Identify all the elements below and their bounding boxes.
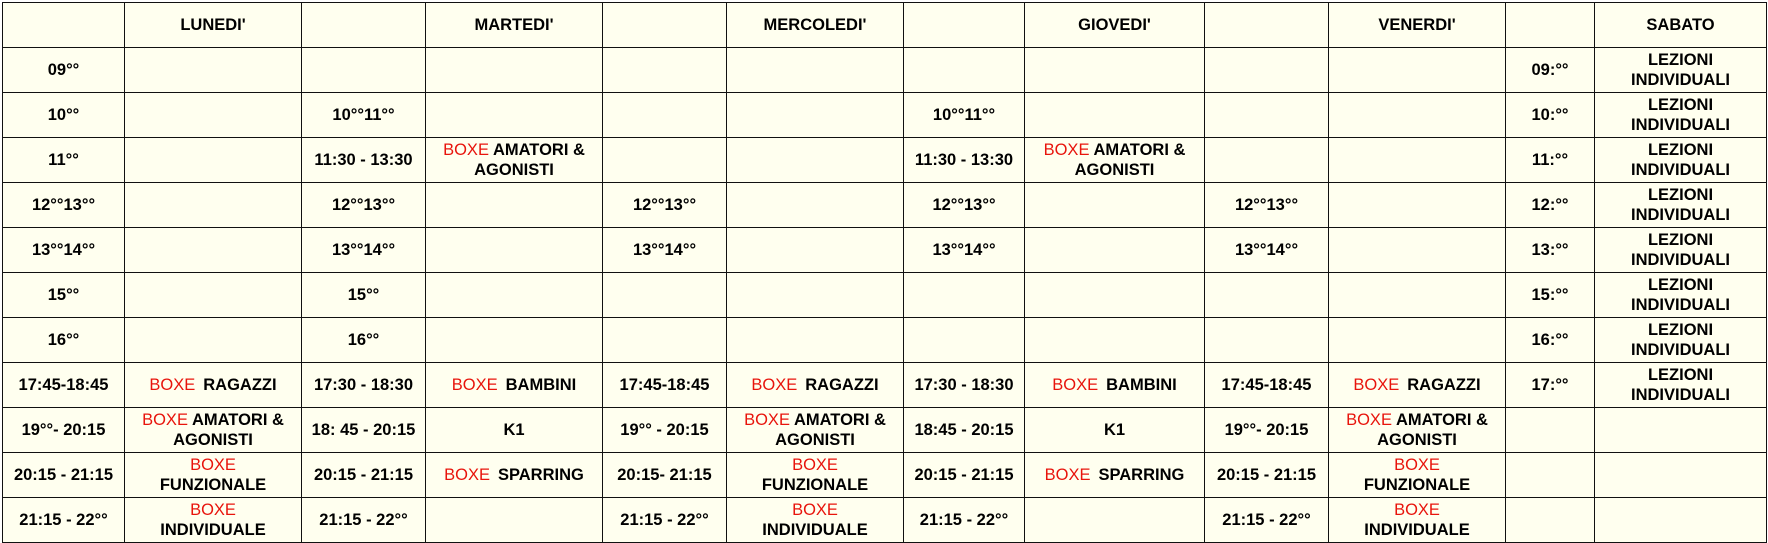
day-header: MERCOLEDI' (727, 3, 904, 48)
empty-cell (1506, 408, 1595, 453)
empty-cell (1205, 48, 1329, 93)
time-cell: 09°° (3, 48, 125, 93)
empty-cell (603, 318, 727, 363)
empty-cell (1506, 498, 1595, 543)
lesson-cell (1595, 273, 1767, 318)
lesson-line1: LEZIONI (1647, 96, 1714, 114)
empty-cell (125, 273, 302, 318)
time-cell: 19°°- 20:15 (1205, 408, 1329, 453)
class-name-line1: AMATORI & (191, 411, 284, 429)
class-keyword: BOXE (444, 466, 490, 484)
time-cell: 17:45-18:45 (3, 363, 125, 408)
time-cell: 13°°14°° (3, 228, 125, 273)
lesson-line2: INDIVIDUALI (1631, 71, 1730, 89)
class-keyword: BOXE (443, 141, 489, 159)
class-keyword: BOXE (149, 376, 196, 394)
time-cell: 13°°14°° (302, 228, 426, 273)
empty-cell (426, 48, 603, 93)
time-cell: 11:30 - 13:30 (904, 138, 1025, 183)
class-keyword: BOXE (142, 411, 188, 429)
empty-cell (1025, 228, 1205, 273)
day-header: GIOVEDI' (1025, 3, 1205, 48)
empty-cell (426, 228, 603, 273)
lesson-line2: INDIVIDUALI (1631, 341, 1730, 359)
class-name: RAGAZZI (1407, 376, 1481, 394)
class-name-line1: AMATORI & (1395, 411, 1488, 429)
time-cell: 17:°° (1506, 363, 1595, 408)
class-cell (125, 363, 302, 408)
empty-cell (727, 318, 904, 363)
empty-cell (125, 318, 302, 363)
empty-cell (1025, 273, 1205, 318)
time-cell: 17:45-18:45 (1205, 363, 1329, 408)
class-cell (1329, 453, 1506, 498)
schedule-row (3, 318, 1767, 363)
time-cell: 17:30 - 18:30 (904, 363, 1025, 408)
class-name: FUNZIONALE (159, 476, 267, 494)
header-empty-cell (603, 3, 727, 48)
time-cell: 12°°13°° (1205, 183, 1329, 228)
class-keyword: BOXE (792, 456, 838, 474)
day-header: LUNEDI' (125, 3, 302, 48)
lesson-cell (1595, 138, 1767, 183)
time-cell: 12°°13°° (904, 183, 1025, 228)
class-name: BAMBINI (1106, 376, 1177, 394)
empty-cell (302, 48, 426, 93)
class-name: RAGAZZI (805, 376, 879, 394)
time-cell: K1 (1025, 408, 1205, 453)
day-header-row (3, 3, 1767, 48)
time-cell: 13°°14°° (904, 228, 1025, 273)
class-cell (727, 453, 904, 498)
schedule-row (3, 138, 1767, 183)
lesson-cell (1595, 318, 1767, 363)
empty-cell (125, 228, 302, 273)
time-cell: 18: 45 - 20:15 (302, 408, 426, 453)
class-name-line2: AGONISTI (775, 431, 855, 449)
empty-cell (125, 183, 302, 228)
time-cell: 12°°13°° (603, 183, 727, 228)
time-cell: 18:45 - 20:15 (904, 408, 1025, 453)
header-empty-cell (1506, 3, 1595, 48)
lesson-cell (1595, 93, 1767, 138)
empty-cell (1506, 453, 1595, 498)
time-cell: 12°°13°° (3, 183, 125, 228)
class-name: SPARRING (497, 466, 584, 484)
class-name-line2: AGONISTI (1377, 431, 1457, 449)
time-cell: 15°° (302, 273, 426, 318)
empty-cell (727, 183, 904, 228)
class-cell (426, 453, 603, 498)
time-cell: 19°°- 20:15 (3, 408, 125, 453)
class-keyword: BOXE (1394, 456, 1440, 474)
empty-cell (426, 93, 603, 138)
time-cell: 17:30 - 18:30 (302, 363, 426, 408)
empty-cell (1205, 318, 1329, 363)
time-cell: 21:15 - 22°° (603, 498, 727, 543)
class-name: FUNZIONALE (761, 476, 869, 494)
time-cell: 13:°° (1506, 228, 1595, 273)
class-name-line1: AMATORI & (793, 411, 886, 429)
lesson-line2: INDIVIDUALI (1631, 206, 1730, 224)
empty-cell (1329, 318, 1506, 363)
empty-cell (1329, 93, 1506, 138)
time-cell: 20:15- 21:15 (603, 453, 727, 498)
time-cell: 11:°° (1506, 138, 1595, 183)
class-keyword: BOXE (1394, 501, 1440, 519)
empty-cell (727, 273, 904, 318)
class-name-line2: AGONISTI (1074, 161, 1155, 179)
schedule-row (3, 498, 1767, 543)
time-cell: 10:°° (1506, 93, 1595, 138)
lesson-line2: INDIVIDUALI (1631, 116, 1730, 134)
lesson-line1: LEZIONI (1647, 141, 1714, 159)
empty-cell (1205, 138, 1329, 183)
class-cell (1025, 453, 1205, 498)
time-cell: 21:15 - 22°° (3, 498, 125, 543)
empty-cell (125, 93, 302, 138)
schedule-table (2, 2, 1767, 543)
time-cell: 15:°° (1506, 273, 1595, 318)
day-header: VENERDI' (1329, 3, 1506, 48)
lesson-line2: INDIVIDUALI (1631, 161, 1730, 179)
time-cell: 13°°14°° (603, 228, 727, 273)
empty-cell (1025, 498, 1205, 543)
empty-cell (426, 183, 603, 228)
time-cell: 20:15 - 21:15 (904, 453, 1025, 498)
lesson-line1: LEZIONI (1647, 276, 1714, 294)
lesson-cell (1595, 48, 1767, 93)
time-cell: K1 (426, 408, 603, 453)
class-cell (1329, 498, 1506, 543)
header-empty-cell (904, 3, 1025, 48)
class-keyword: BOXE (190, 456, 236, 474)
time-cell: 12°°13°° (302, 183, 426, 228)
class-cell (426, 138, 603, 183)
time-cell: 09:°° (1506, 48, 1595, 93)
lesson-line1: LEZIONI (1647, 231, 1714, 249)
empty-cell (1329, 228, 1506, 273)
empty-cell (1595, 498, 1767, 543)
time-cell: 16°° (3, 318, 125, 363)
time-cell: 12:°° (1506, 183, 1595, 228)
class-cell (1329, 363, 1506, 408)
class-cell (727, 498, 904, 543)
class-cell (125, 453, 302, 498)
class-cell (426, 363, 603, 408)
empty-cell (1595, 408, 1767, 453)
empty-cell (1329, 138, 1506, 183)
empty-cell (727, 93, 904, 138)
time-cell: 20:15 - 21:15 (1205, 453, 1329, 498)
day-header: MARTEDI' (426, 3, 603, 48)
class-keyword: BOXE (744, 411, 790, 429)
time-cell: 13°°14°° (1205, 228, 1329, 273)
time-cell: 10°°11°° (904, 93, 1025, 138)
empty-cell (426, 318, 603, 363)
lesson-cell (1595, 183, 1767, 228)
empty-cell (1025, 318, 1205, 363)
header-empty-cell (1205, 3, 1329, 48)
empty-cell (1205, 273, 1329, 318)
header-empty-cell (302, 3, 426, 48)
time-cell: 17:45-18:45 (603, 363, 727, 408)
class-cell (125, 408, 302, 453)
class-cell (1025, 138, 1205, 183)
empty-cell (603, 48, 727, 93)
class-name: INDIVIDUALE (160, 521, 266, 539)
time-cell: 10°° (3, 93, 125, 138)
time-cell: 21:15 - 22°° (302, 498, 426, 543)
class-cell (1025, 363, 1205, 408)
class-name-line1: AMATORI & (1093, 141, 1186, 159)
empty-cell (727, 228, 904, 273)
empty-cell (904, 273, 1025, 318)
time-cell: 21:15 - 22°° (904, 498, 1025, 543)
class-name: INDIVIDUALE (762, 521, 868, 539)
class-name: INDIVIDUALE (1364, 521, 1470, 539)
empty-cell (1329, 48, 1506, 93)
time-cell: 15°° (3, 273, 125, 318)
lesson-line1: LEZIONI (1647, 321, 1714, 339)
empty-cell (1595, 453, 1767, 498)
class-cell (1329, 408, 1506, 453)
empty-cell (1329, 183, 1506, 228)
schedule-row (3, 228, 1767, 273)
time-cell: 19°° - 20:15 (603, 408, 727, 453)
schedule-row (3, 93, 1767, 138)
lesson-line1: LEZIONI (1647, 186, 1714, 204)
empty-cell (426, 498, 603, 543)
empty-cell (904, 48, 1025, 93)
schedule-row (3, 408, 1767, 453)
schedule-row (3, 363, 1767, 408)
time-cell: 10°°11°° (302, 93, 426, 138)
empty-cell (125, 138, 302, 183)
class-keyword: BOXE (1043, 141, 1090, 159)
class-keyword: BOXE (751, 376, 798, 394)
time-cell: 21:15 - 22°° (1205, 498, 1329, 543)
class-name-line2: AGONISTI (173, 431, 253, 449)
empty-cell (904, 318, 1025, 363)
schedule-row (3, 183, 1767, 228)
schedule-body (3, 3, 1767, 543)
empty-cell (1205, 93, 1329, 138)
class-keyword: BOXE (1044, 466, 1091, 484)
empty-cell (603, 138, 727, 183)
empty-cell (727, 138, 904, 183)
schedule-row (3, 273, 1767, 318)
schedule-row (3, 48, 1767, 93)
class-name-line1: AMATORI & (492, 141, 585, 159)
class-cell (125, 498, 302, 543)
header-empty-cell (3, 3, 125, 48)
empty-cell (1025, 93, 1205, 138)
day-header: SABATO (1595, 3, 1767, 48)
class-cell (727, 363, 904, 408)
class-keyword: BOXE (1052, 376, 1099, 394)
class-cell (727, 408, 904, 453)
empty-cell (1025, 48, 1205, 93)
empty-cell (426, 273, 603, 318)
lesson-cell (1595, 363, 1767, 408)
empty-cell (1025, 183, 1205, 228)
empty-cell (603, 273, 727, 318)
empty-cell (125, 48, 302, 93)
time-cell: 16:°° (1506, 318, 1595, 363)
lesson-line1: LEZIONI (1647, 366, 1714, 384)
lesson-line2: INDIVIDUALI (1631, 296, 1730, 314)
class-name: RAGAZZI (203, 376, 277, 394)
schedule-row (3, 453, 1767, 498)
weekly-schedule (2, 2, 1766, 538)
class-keyword: BOXE (792, 501, 838, 519)
class-keyword: BOXE (190, 501, 236, 519)
class-name: FUNZIONALE (1363, 476, 1471, 494)
time-cell: 20:15 - 21:15 (302, 453, 426, 498)
time-cell: 11°° (3, 138, 125, 183)
empty-cell (603, 93, 727, 138)
lesson-cell (1595, 228, 1767, 273)
class-name-line2: AGONISTI (474, 161, 554, 179)
class-keyword: BOXE (1353, 376, 1400, 394)
lesson-line2: INDIVIDUALI (1631, 386, 1730, 404)
class-name: BAMBINI (505, 376, 577, 394)
time-cell: 16°° (302, 318, 426, 363)
time-cell: 11:30 - 13:30 (302, 138, 426, 183)
empty-cell (727, 48, 904, 93)
class-keyword: BOXE (1346, 411, 1392, 429)
lesson-line1: LEZIONI (1647, 51, 1714, 69)
class-name: SPARRING (1098, 466, 1185, 484)
empty-cell (1329, 273, 1506, 318)
lesson-line2: INDIVIDUALI (1631, 251, 1730, 269)
time-cell: 20:15 - 21:15 (3, 453, 125, 498)
class-keyword: BOXE (451, 376, 498, 394)
